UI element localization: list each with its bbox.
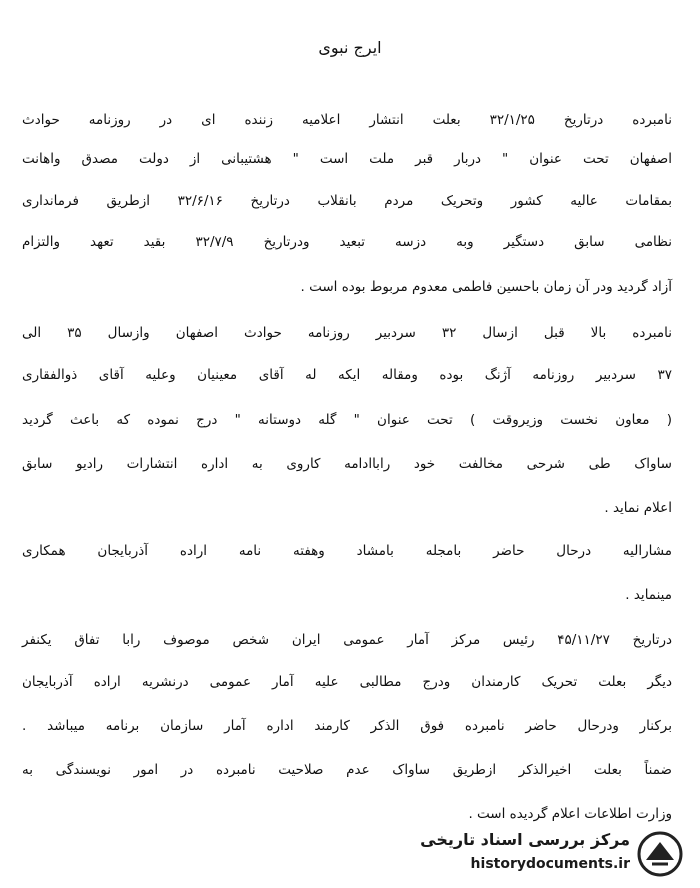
text-line: اصفهان تحت عنوان " دربار قبر ملت است " هشتیبانی از دولت مصدق واهانت: [22, 151, 672, 167]
document-title: ایرج نبوی: [318, 38, 382, 57]
text-line: نامبرده درتاریخ ۳۲/۱/۲۵ بعلت انتشار اعلامیه زننده ای در روزنامه حوادث: [22, 112, 672, 128]
text-line: وزارت اطلاعات اعلام گردیده است .: [468, 806, 672, 822]
text-line: مشارالیه درحال حاضر بامجله بامشاد وهفته نامه اراده آذربایجان همکاری: [22, 543, 672, 559]
text-line: ( معاون نخست وزیروقت ) تحت عنوان " گله دوستانه " درج نموده که باعث گردید: [22, 412, 672, 428]
text-line: برکنار ودرحال حاضر نامبرده فوق الذکر کارمند اداره آمار سازمان برنامه میباشد .: [22, 718, 672, 734]
watermark-site: historydocuments.ir: [470, 856, 630, 872]
text-line: بمقامات عالیه کشور وتحریک مردم بانقلاب درتاریخ ۳۲/۶/۱۶ ازطریق فرمانداری: [22, 193, 672, 209]
archive-watermark: [400, 826, 690, 882]
text-line: ۳۷ سردبیر روزنامه آژنگ بوده ومقاله ایکه له آقای معینیان وعلیه آقای ذوالفقاری: [22, 367, 672, 383]
text-line: ضمناً بعلت اخیرالذکر ازطریق ساواک عدم صلاحیت نامبرده در امور نویسندگی به: [22, 762, 672, 778]
text-line: ساواک طی شرحی مخالفت خود راباادامه کاروی به اداره انتشارات رادیو سابق: [22, 456, 672, 472]
text-line: مینماید .: [625, 587, 672, 603]
text-line: درتاریخ ۴۵/۱۱/۲۷ رئیس مرکز آمار عمومی ایران شخص موصوف رابا تفاق یکنفر: [22, 632, 673, 648]
watermark-name: مرکز بررسی اسناد تاریخی: [420, 830, 630, 849]
text-line: اعلام نماید .: [604, 500, 672, 516]
archive-logo-icon: [636, 830, 684, 878]
text-line: دیگر بعلت تحریک کارمندان ودرج مطالبی علیه آمار عمومی درنشریه اراده آذربایجان: [22, 674, 672, 690]
text-line: آزاد گردید ودر آن زمان باحسین فاطمی معدوم مربوط بوده است .: [300, 279, 672, 295]
text-line: نامبرده بالا قبل ازسال ۳۲ سردبیر روزنامه حوادث اصفهان وازسال ۳۵ الی: [22, 325, 672, 341]
text-line: نظامی سابق دستگیر وبه دزسه تبعید ودرتاریخ ۳۲/۷/۹ بقید تعهد والتزام: [22, 234, 673, 250]
